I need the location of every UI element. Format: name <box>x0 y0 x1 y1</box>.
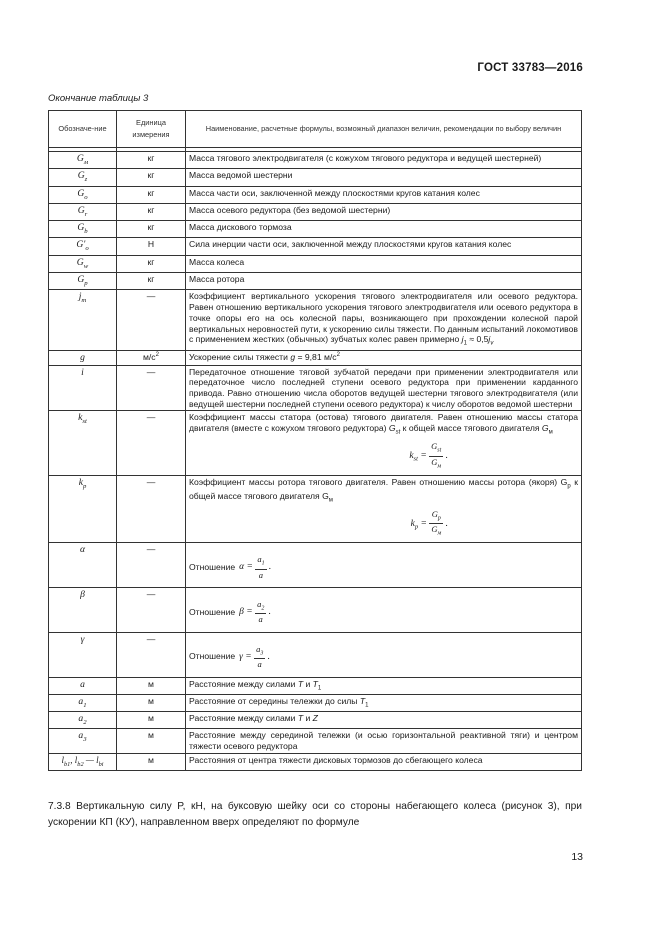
table-row <box>49 221 582 238</box>
row-symbol: $G_м$ <box>49 152 117 169</box>
table-row <box>49 186 582 203</box>
row-description: Масса колеса <box>186 255 582 272</box>
row-symbol: g <box>49 350 117 365</box>
row-unit: м <box>117 677 186 694</box>
row-symbol: i <box>49 365 117 411</box>
table-row <box>49 588 582 633</box>
row-description: Передаточное отношение тяговой зубчатой передачи при применении электродвигателя или передаточное число последней ступени осевого редуктора при применении карданного привода. Равно отношению числа оборотов ведущей шестерни тягового электродвигателя (или ведущей шестерни последней ступени осевого редуктора) к числу оборотов ведомой шестерни <box>186 365 582 411</box>
header-description: Наименование, расчетные формулы, возможный диапазон величин, рекомендации по выбору величин <box>186 111 582 148</box>
row-symbol: $l_{b1}$, $l_{b2}$ — $l_{bi}$ <box>49 753 117 770</box>
table-row <box>49 350 582 365</box>
row-description: Масса дискового тормоза <box>186 221 582 238</box>
row-unit: $м/с^2$ <box>117 350 186 365</box>
section-paragraph: 7.3.8 Вертикальную силу P, кН, на буксовую шейку оси со стороны набегающего колеса (рисунок 3), при ускорении КП (КУ), направленном вверх определяют по формуле <box>48 801 582 828</box>
table-header-row <box>49 111 582 148</box>
table-row <box>49 152 582 169</box>
table-row <box>49 273 582 290</box>
row-unit: кг <box>117 255 186 272</box>
row-description: Коэффициент вертикального ускорения тягового электродвигателя или осевого редуктора. Равен отношению вертикального ускорения тягового электродвигателя или осевого редуктора в точке опоры его на ось колесной пары, возникающего при прохождении колесной парой вертикальных неровностей пути, к ускорению силы тяжести. По данным испытаний локомотивов с применением жестких (обычных) зубчатых колес равен примерно $j_1 \approx 0,5j_v$ <box>186 290 582 350</box>
row-symbol: $G_b$ <box>49 221 117 238</box>
row-description: Отношение γ = $\frac{a_3}{a}$ . <box>186 632 582 677</box>
table-row <box>49 238 582 255</box>
row-description: Отношение β = $\frac{a_2}{a}$ . <box>186 588 582 633</box>
header-symbol: Обозначе-ние <box>49 111 117 148</box>
row-unit: м <box>117 694 186 711</box>
row-description: Ускорение силы тяжести g = 9,81 $м/с^2$ <box>186 350 582 365</box>
row-symbol: $G_w$ <box>49 255 117 272</box>
table-row <box>49 290 582 350</box>
table-row <box>49 475 582 543</box>
row-unit: — <box>117 632 186 677</box>
row-description: Сила инерции части оси, заключенной между плоскостями кругов катания колес <box>186 238 582 255</box>
row-unit: — <box>117 411 186 475</box>
table-row <box>49 365 582 411</box>
row-symbol: α <box>49 543 117 588</box>
row-unit: м <box>117 712 186 729</box>
row-unit: кг <box>117 203 186 220</box>
row-description: Расстояние между силами T и $T_1$ <box>186 677 582 694</box>
row-symbol: $G_о$ <box>49 186 117 203</box>
row-description: Расстояние от середины тележки до силы $T_1$ <box>186 694 582 711</box>
row-description: Масса части оси, заключенной между плоскостями кругов катания колес <box>186 186 582 203</box>
row-unit: — <box>117 290 186 350</box>
row-unit: кг <box>117 186 186 203</box>
row-unit: — <box>117 543 186 588</box>
table-row <box>49 255 582 272</box>
row-unit: кг <box>117 273 186 290</box>
page-number: 13 <box>571 851 583 863</box>
table-row <box>49 411 582 475</box>
row-symbol: $G_р$ <box>49 273 117 290</box>
row-symbol: $k_{st}$ <box>49 411 117 475</box>
row-description: Расстояние между серединой тележки (и осью горизонтальной реактивной тяги) и центром тяжести осевого редуктора <box>186 729 582 753</box>
row-description: Коэффициент массы ротора тягового двигателя. Равен отношению массы ротора (якоря) $G_р$ к общей массе тягового двигателя $G_м$ $k_р$ = $\frac{G_р}{G_м}$ . <box>186 475 582 543</box>
row-description: Масса ведомой шестерни <box>186 169 582 186</box>
row-symbol: γ <box>49 632 117 677</box>
row-symbol: $a_3$ <box>49 729 117 753</box>
row-unit: — <box>117 475 186 543</box>
row-description: Коэффициент массы статора (остова) тягового двигателя. Равен отношению массы статора двигателя (вместе с кожухом тягового редуктора) $G_{st}$ к общей массе тягового двигателя $G_м$ $k_{st}$ = $\frac{G_{st}}{G_м}$ . <box>186 411 582 475</box>
row-unit: — <box>117 365 186 411</box>
table-row <box>49 729 582 753</box>
parameters-table <box>48 110 582 771</box>
row-symbol: a <box>49 677 117 694</box>
row-description: Отношение α = $\frac{a_1}{a}$ . <box>186 543 582 588</box>
row-description: Масса тягового электродвигателя (с кожухом тягового редуктора и ведущей шестерней) <box>186 152 582 169</box>
row-unit: кг <box>117 152 186 169</box>
row-symbol: β <box>49 588 117 633</box>
row-description: Расстояния от центра тяжести дисковых тормозов до сбегающего колеса <box>186 753 582 770</box>
table-row <box>49 632 582 677</box>
row-symbol: $a_1$ <box>49 694 117 711</box>
table-row <box>49 753 582 770</box>
header-unit: Единица измерения <box>117 111 186 148</box>
table-row <box>49 694 582 711</box>
row-unit: м <box>117 729 186 753</box>
row-unit: — <box>117 588 186 633</box>
row-description: Масса осевого редуктора (без ведомой шестерни) <box>186 203 582 220</box>
row-unit: кг <box>117 169 186 186</box>
row-symbol: $a_2$ <box>49 712 117 729</box>
row-symbol: $j_т$ <box>49 290 117 350</box>
table-row <box>49 169 582 186</box>
table-row <box>49 712 582 729</box>
row-description: Масса ротора <box>186 273 582 290</box>
table-row <box>49 203 582 220</box>
table-caption: Окончание таблицы 3 <box>48 93 149 104</box>
row-symbol: $k_р$ <box>49 475 117 543</box>
row-description: Расстояние между силами T и Z <box>186 712 582 729</box>
row-unit: м <box>117 753 186 770</box>
row-symbol: $G_r$ <box>49 203 117 220</box>
row-unit: Н <box>117 238 186 255</box>
table-row <box>49 543 582 588</box>
row-symbol: $G_z$ <box>49 169 117 186</box>
row-unit: кг <box>117 221 186 238</box>
row-symbol: $G'_о$ <box>49 238 117 255</box>
table-row <box>49 677 582 694</box>
standard-header: ГОСТ 33783—2016 <box>477 62 583 74</box>
